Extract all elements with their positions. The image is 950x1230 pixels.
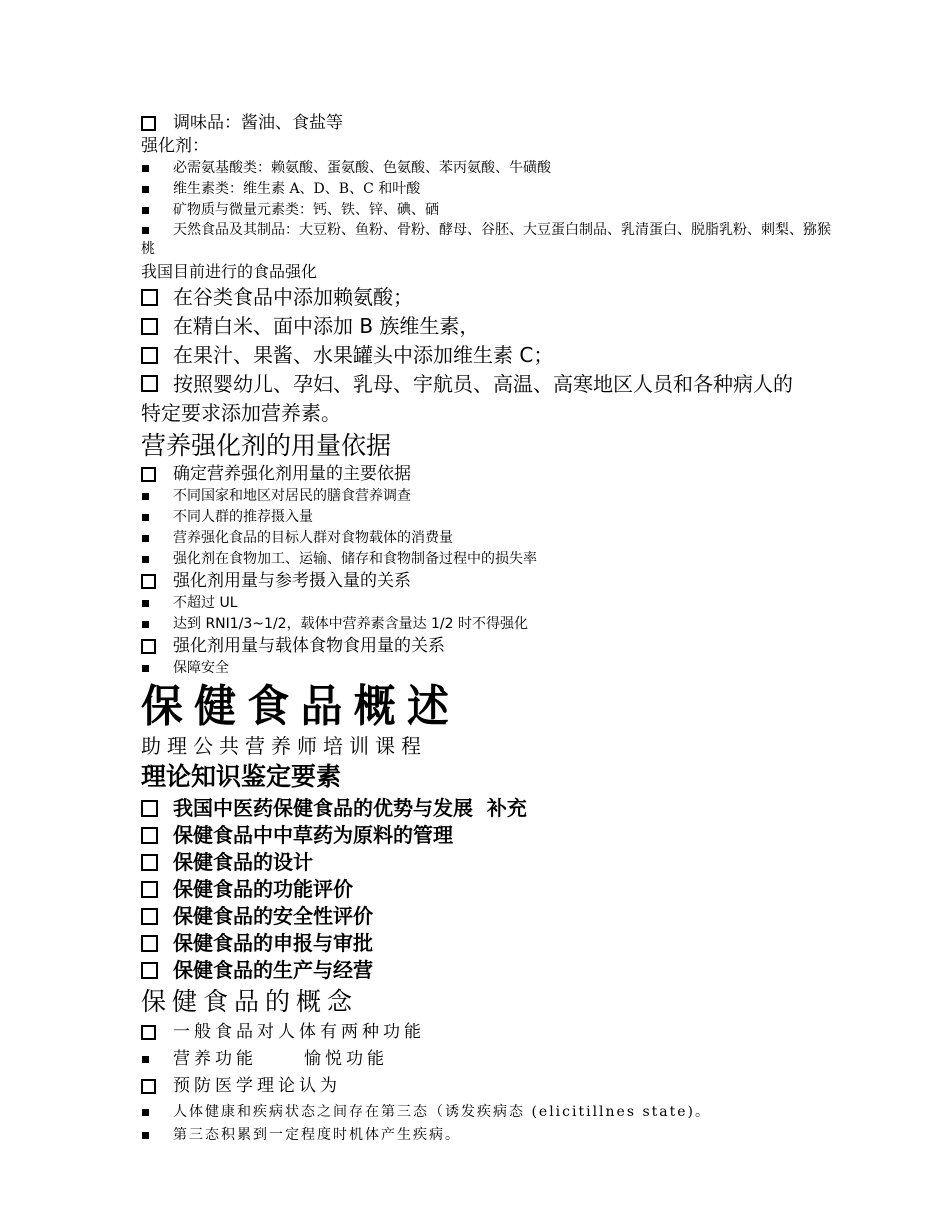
concept-item-text: 一般食品对人体有两种功能 (173, 1022, 425, 1042)
china-item-text: 在精白米、面中添加 B 族维生素， (173, 314, 480, 338)
carrier-item (141, 658, 831, 679)
element-item-text: 保健食品的申报与审批 (173, 931, 373, 955)
checkbox-bullet-icon (141, 827, 158, 844)
concept-subitem (141, 1124, 831, 1146)
element-item (141, 876, 831, 903)
fortifier-item (141, 221, 831, 259)
basis-item (141, 486, 831, 507)
china-item (141, 283, 831, 312)
checkbox-bullet-icon (141, 347, 158, 364)
square-bullet-icon (142, 1109, 149, 1116)
basis-item-text: 营养强化食品的目标人群对食物载体的消费量 (173, 530, 453, 546)
concept-item-text: 预防医学理论认为 (173, 1076, 341, 1096)
basis-title (141, 463, 831, 486)
concept-subitem-text: 第三态积累到一定程度时机体产生疾病。 (173, 1127, 461, 1143)
checkbox-bullet-icon (141, 375, 158, 392)
element-item-text: 保健食品的功能评价 (173, 877, 353, 901)
fortifier-text: 必需氨基酸类：赖氨酸、蛋氨酸、色氨酸、苯丙氨酸、牛磺酸 (173, 160, 551, 176)
square-bullet-icon (142, 165, 149, 172)
square-bullet-icon (142, 556, 149, 563)
china-item-text: 在谷类食品中添加赖氨酸； (173, 285, 413, 309)
carrier-title-text: 强化剂用量与载体食物食用量的关系 (173, 636, 445, 656)
element-item (141, 795, 831, 822)
element-item-text: 保健食品的生产与经营 (173, 958, 373, 982)
health-food-concept-heading: 保健食品的概念 (141, 987, 359, 1016)
checkbox-bullet-icon (141, 574, 156, 589)
carrier-item-text: 保障安全 (173, 660, 229, 676)
fortifier-text: 天然食品及其制品：大豆粉、鱼粉、骨粉、酵母、谷胚、大豆蛋白制品、乳清蛋白、脱脂乳粉、刺梨、猕猴桃 (141, 222, 831, 257)
china-item-text: 在果汁、果酱、水果罐头中添加维生素 C； (173, 343, 554, 367)
fortifier-item (141, 158, 831, 179)
square-bullet-icon (142, 621, 149, 628)
condiment-text: 调味品：酱油、食盐等 (173, 113, 343, 133)
basis-item-text: 不同国家和地区对居民的膳食营养调查 (173, 488, 411, 504)
element-item-text: 保健食品的设计 (173, 850, 313, 874)
fortifier-item (141, 179, 831, 200)
concept-subitem-text: 营养功能 愉悦功能 (173, 1049, 389, 1069)
reference-intake-item-text: 达到 RNI1/3~1/2，载体中营养素含量达 1/2 时不得强化 (173, 616, 529, 632)
checkbox-bullet-icon (141, 1025, 156, 1040)
concept-subitem-text: 人体健康和疾病状态之间存在第三态（诱发疾病态 (elicitillnes state)。 (173, 1104, 711, 1120)
element-item (141, 957, 831, 984)
basis-item (141, 549, 831, 570)
china-item (141, 341, 831, 370)
square-bullet-icon (142, 186, 149, 193)
element-item-text: 我国中医药保健食品的优势与发展 补充 (173, 796, 527, 820)
reference-intake-title-text: 强化剂用量与参考摄入量的关系 (173, 571, 411, 591)
square-bullet-icon (142, 600, 149, 607)
element-item (141, 903, 831, 930)
square-bullet-icon (142, 493, 149, 500)
square-bullet-icon (142, 207, 149, 214)
china-item-text: 按照婴幼儿、孕妇、乳母、宇航员、高温、高寒地区人员和各种病人的特定要求添加营养素。 (141, 372, 793, 425)
element-item (141, 930, 831, 957)
checkbox-bullet-icon (141, 800, 158, 817)
condiment-item (141, 112, 831, 135)
concept-subitem (141, 1100, 831, 1124)
fortifier-heading: 强化剂： (141, 136, 209, 156)
square-bullet-icon (142, 514, 149, 521)
health-food-overview-title: 保健食品概述 (141, 681, 461, 732)
reference-intake-item (141, 614, 831, 635)
basis-item-text: 不同人群的推荐摄入量 (173, 509, 313, 525)
square-bullet-icon (142, 1132, 149, 1139)
basis-title-text: 确定营养强化剂用量的主要依据 (173, 464, 411, 484)
element-item (141, 849, 831, 876)
basis-item (141, 528, 831, 549)
element-item-text: 保健食品中中草药为原料的管理 (173, 823, 453, 847)
element-item-text: 保健食品的安全性评价 (173, 904, 373, 928)
checkbox-bullet-icon (141, 639, 156, 654)
checkbox-bullet-icon (141, 116, 156, 131)
reference-intake-item (141, 593, 831, 614)
course-subtitle: 助理公共营养师培训课程 (141, 734, 427, 758)
china-item (141, 370, 811, 428)
checkbox-bullet-icon (141, 467, 156, 482)
square-bullet-icon (142, 227, 149, 234)
fortifier-item (141, 200, 831, 221)
square-bullet-icon (142, 1056, 149, 1063)
square-bullet-icon (142, 535, 149, 542)
checkbox-bullet-icon (141, 318, 158, 335)
checkbox-bullet-icon (141, 881, 158, 898)
document-page (141, 112, 831, 1146)
basis-item (141, 507, 831, 528)
concept-item (141, 1073, 831, 1100)
reference-intake-title (141, 570, 831, 593)
checkbox-bullet-icon (141, 289, 158, 306)
concept-subitem (141, 1046, 831, 1073)
checkbox-bullet-icon (141, 962, 158, 979)
concept-item (141, 1019, 831, 1046)
fortifier-text: 矿物质与微量元素类：钙、铁、锌、碘、硒 (173, 202, 439, 218)
carrier-title (141, 635, 831, 658)
elements-heading: 理论知识鉴定要素 (141, 762, 342, 791)
element-item (141, 822, 831, 849)
china-item (141, 312, 831, 341)
checkbox-bullet-icon (141, 935, 158, 952)
checkbox-bullet-icon (141, 908, 158, 925)
square-bullet-icon (142, 665, 149, 672)
fortifier-text: 维生素类：维生素 A、D、B、C 和叶酸 (173, 181, 421, 197)
basis-item-text: 强化剂在食物加工、运输、储存和食物制备过程中的损失率 (173, 551, 537, 567)
china-fortification-heading: 我国目前进行的食品强化 (141, 262, 318, 281)
checkbox-bullet-icon (141, 1079, 156, 1094)
checkbox-bullet-icon (141, 854, 158, 871)
reference-intake-item-text: 不超过 UL (173, 595, 238, 611)
dosage-basis-heading: 营养强化剂的用量依据 (141, 431, 392, 460)
